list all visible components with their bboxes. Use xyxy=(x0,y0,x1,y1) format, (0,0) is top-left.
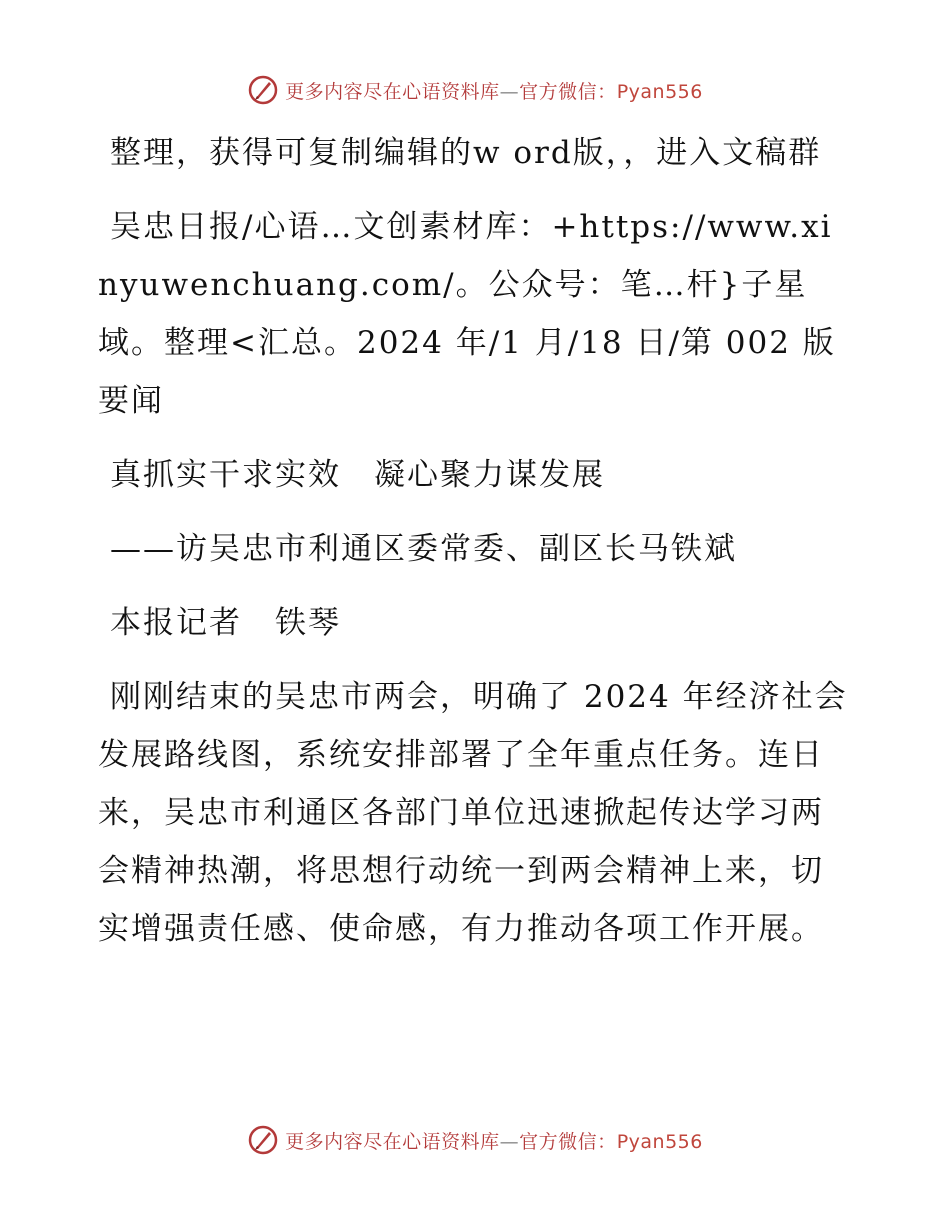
banner-official: 官方微信： xyxy=(519,80,617,103)
source-line: 吴忠日报/心语…文创素材库：+https://www.xinyuwenchuang.com/。公众号：笔…杆}子星域。整理<汇总。2024 年/1 月/18 日/第 002 版要闻 xyxy=(98,209,836,419)
banner-separator: — xyxy=(499,1130,520,1153)
intro-line: 整理，获得可复制编辑的w ord版，，进入文稿群 xyxy=(110,135,822,171)
quill-logo-icon xyxy=(247,74,279,106)
article-paragraph: 刚刚结束的吴忠市两会，明确了 2024 年经济社会发展路线图，系统安排部署了全年重点任务。连日来，吴忠市利通区各部门单位迅速掀起传达学习两会精神热潮，将思想行动统一到两会精神上来，切实增强责任感、使命感，有力推动各项工作开展。 xyxy=(98,679,848,947)
article-headline: 真抓实干求实效 凝心聚力谋发展 xyxy=(110,457,605,493)
banner-title: 更多内容尽在心语资料库 xyxy=(285,1130,500,1153)
banner-wechat-id: Pyan556 xyxy=(616,80,703,103)
banner-title: 更多内容尽在心语资料库 xyxy=(285,80,500,103)
banner-separator: — xyxy=(499,80,520,103)
banner-official: 官方微信： xyxy=(519,1130,617,1153)
article-byline: 本报记者 铁琴 xyxy=(110,605,341,641)
footer-banner xyxy=(0,1120,950,1160)
article-subheadline: ——访吴忠市利通区委常委、副区长马铁斌 xyxy=(110,531,737,567)
document-body xyxy=(98,124,850,974)
quill-logo-icon xyxy=(247,1124,279,1156)
banner-wechat-id: Pyan556 xyxy=(616,1130,703,1153)
header-banner xyxy=(0,70,950,110)
